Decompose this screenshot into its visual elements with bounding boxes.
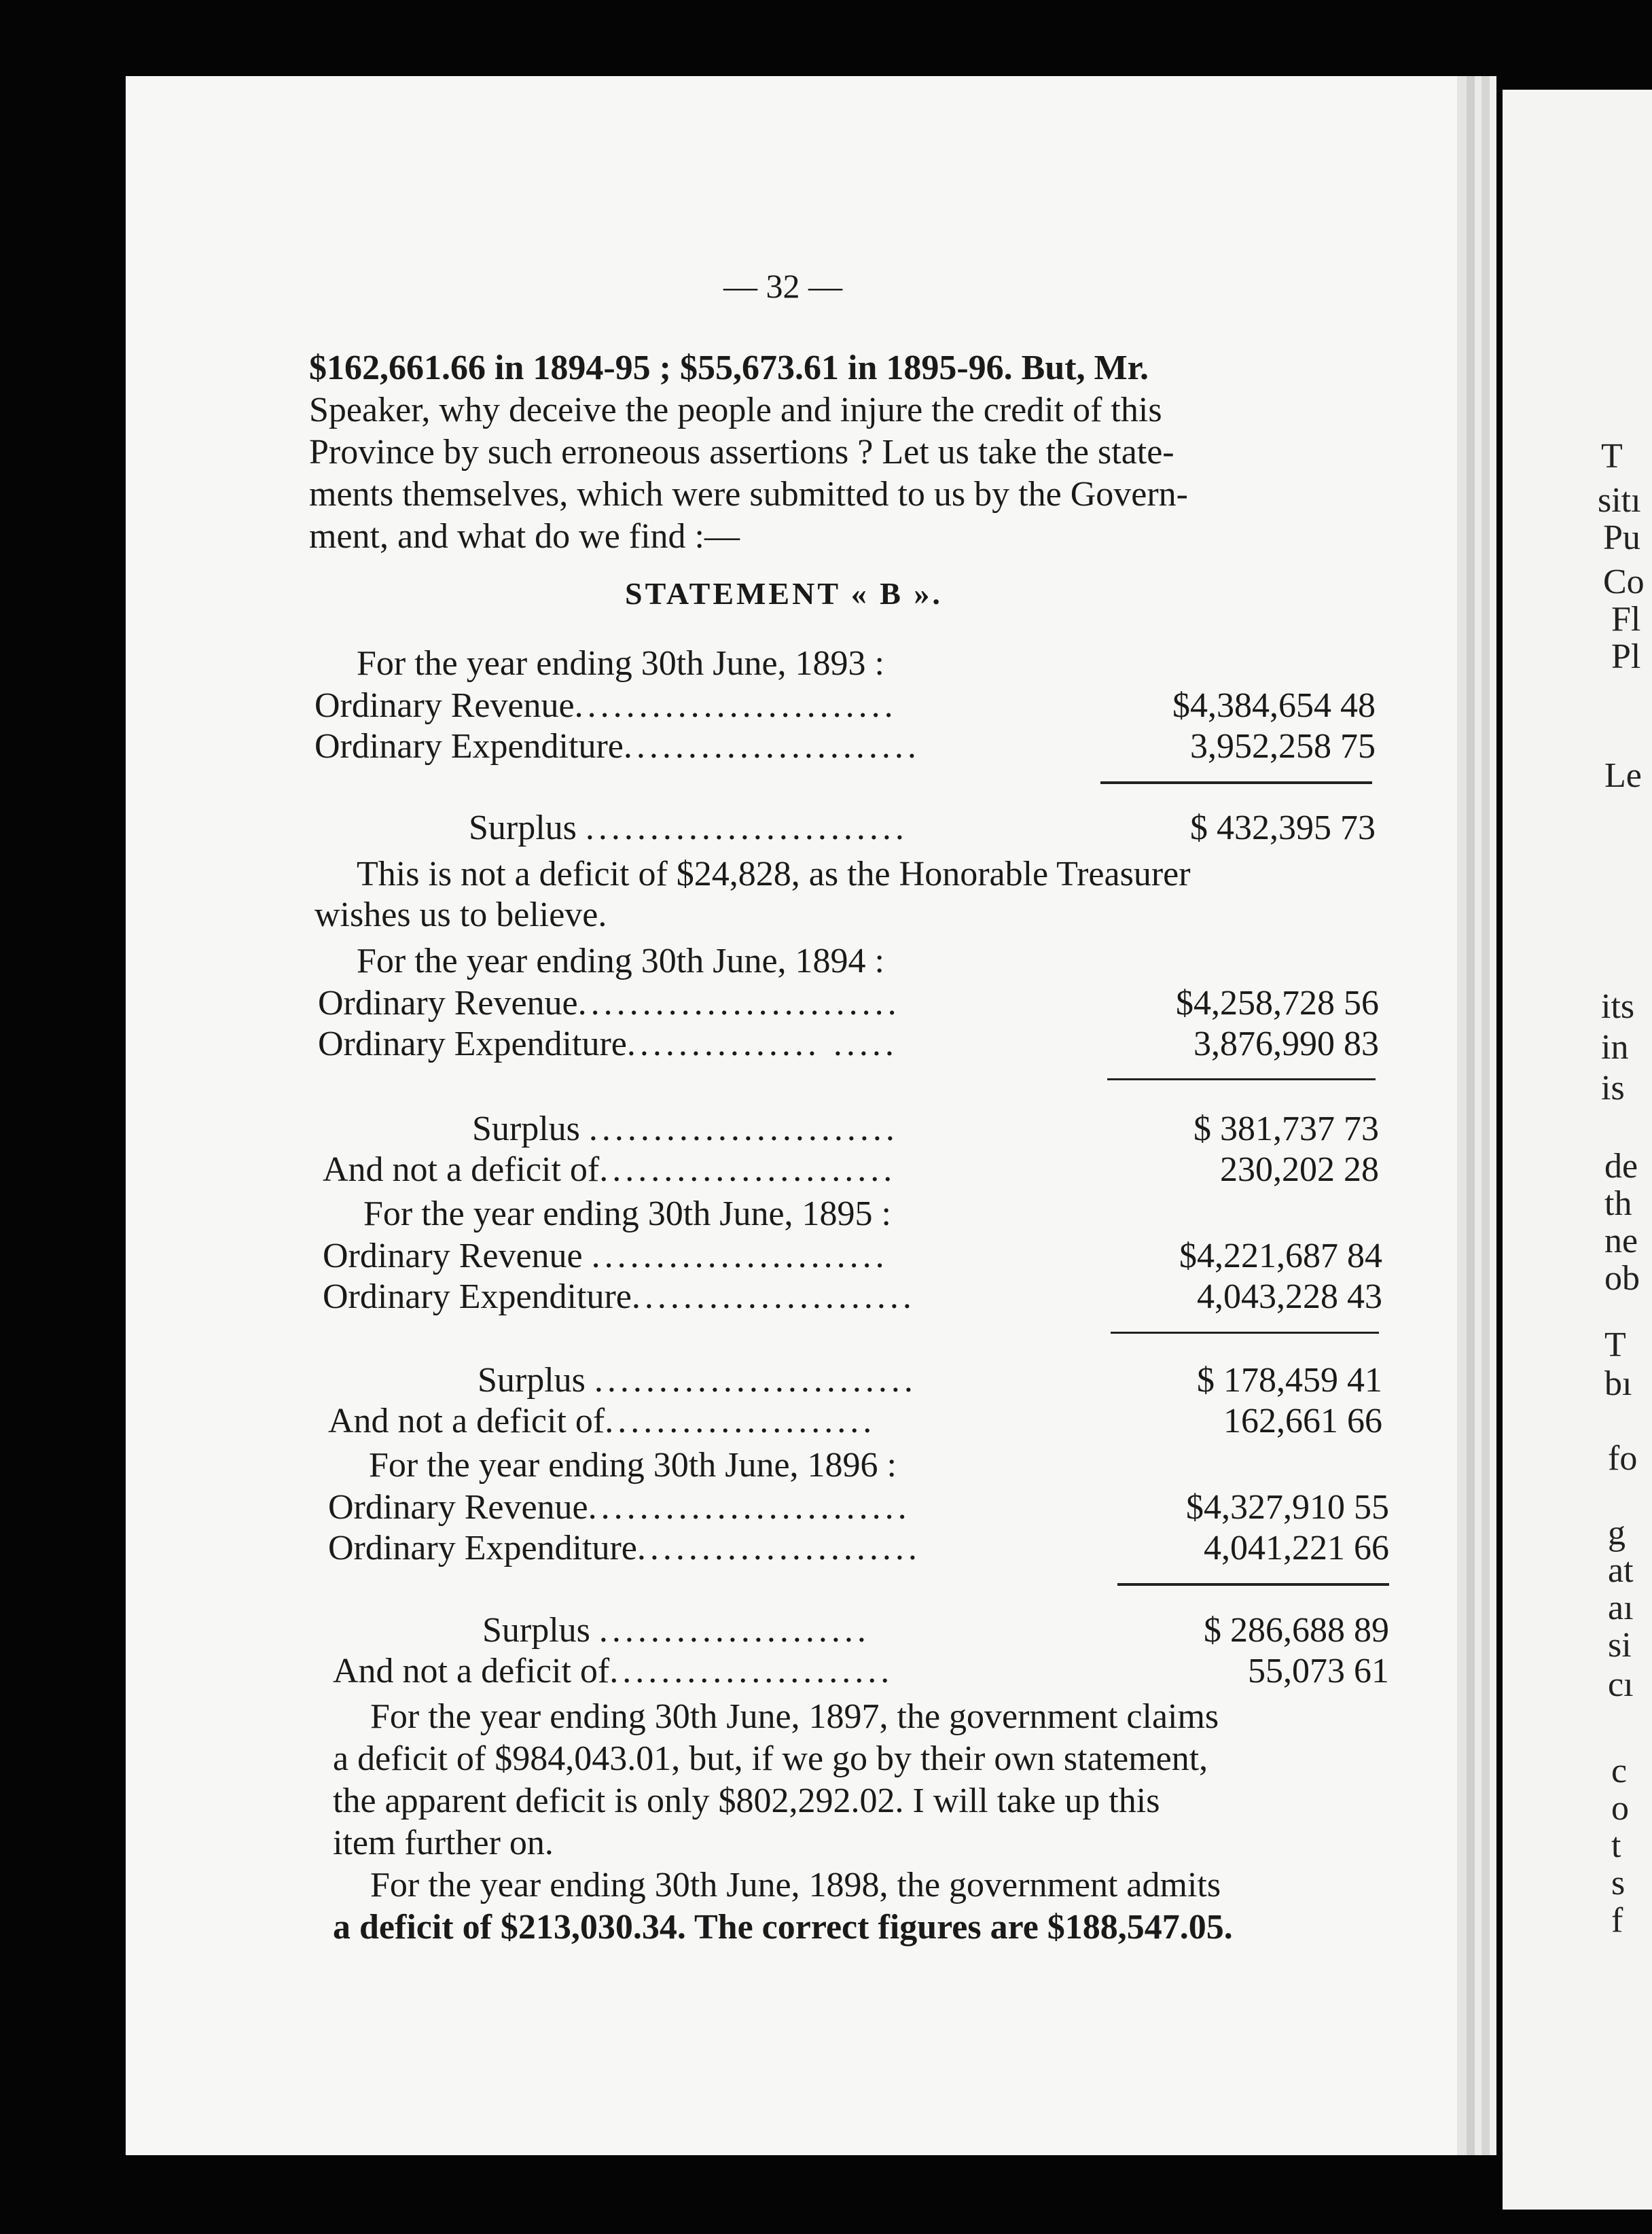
right-fragment: Fl xyxy=(1611,600,1641,639)
page-number: — 32 — xyxy=(723,267,842,305)
block-1893-revenue-label: Ordinary Revenue......................... xyxy=(315,686,897,725)
block-1896-revenue: $4,327,910 55 xyxy=(1186,1488,1389,1527)
block-1896-surplus: $ 286,688 89 xyxy=(1204,1611,1389,1650)
right-fragment: ob xyxy=(1604,1259,1640,1298)
right-fragment: cı xyxy=(1608,1665,1634,1704)
closing-line-5: For the year ending 30th June, 1898, the government admits xyxy=(370,1866,1221,1904)
right-fragment: its xyxy=(1601,987,1635,1026)
intro-line-2: Speaker, why deceive the people and injure the credit of this xyxy=(309,391,1162,429)
block-1896-expenditure: 4,041,221 66 xyxy=(1204,1529,1389,1567)
adjacent-page-edge xyxy=(1503,90,1652,2210)
right-fragment: f xyxy=(1611,1901,1623,1940)
block-1893-surplus: $ 432,395 73 xyxy=(1190,809,1376,847)
block-1896-sum-rule xyxy=(1117,1583,1389,1586)
right-fragment: t xyxy=(1611,1826,1621,1865)
statement-heading: STATEMENT « B ». xyxy=(625,576,943,611)
block-1894-sum-rule xyxy=(1107,1078,1376,1080)
block-1895-surplus: $ 178,459 41 xyxy=(1197,1361,1382,1400)
intro-line-5: ment, and what do we find :— xyxy=(309,517,740,556)
closing-line-6: a deficit of $213,030.34. The correct figures are $188,547.05. xyxy=(333,1908,1233,1947)
intro-line-1: $162,661.66 in 1894-95 ; $55,673.61 in 1895-96. But, Mr. xyxy=(309,349,1149,387)
right-fragment: ne xyxy=(1604,1222,1638,1260)
block-1895-sum-rule xyxy=(1111,1332,1379,1334)
block-1894-revenue-label: Ordinary Revenue......................... xyxy=(318,984,901,1023)
block-1896-expenditure-label: Ordinary Expenditure...................... xyxy=(328,1529,921,1567)
block-1893-revenue: $4,384,654 48 xyxy=(1172,686,1376,725)
right-fragment: s xyxy=(1611,1864,1626,1902)
block-1893-title: For the year ending 30th June, 1893 : xyxy=(357,644,884,683)
block-1896-deficit-label: And not a deficit of...................... xyxy=(333,1652,894,1690)
right-fragment: c xyxy=(1611,1752,1628,1790)
block-1894-expenditure: 3,876,990 83 xyxy=(1193,1025,1379,1063)
block-1895-revenue: $4,221,687 84 xyxy=(1179,1237,1382,1275)
block-1896-revenue-label: Ordinary Revenue......................... xyxy=(328,1488,911,1527)
intro-line-3: Province by such erroneous assertions ? Let us take the state- xyxy=(309,433,1174,472)
block-1894-surplus: $ 381,737 73 xyxy=(1193,1110,1379,1148)
block-1894-surplus-label: Surplus ........................ xyxy=(472,1110,899,1148)
right-fragment: bı xyxy=(1604,1364,1632,1403)
block-1893-surplus-label: Surplus ......................... xyxy=(469,809,908,847)
block-1896-deficit: 55,073 61 xyxy=(1248,1652,1389,1690)
right-fragment: T xyxy=(1604,1326,1626,1364)
block-1893-expenditure-label: Ordinary Expenditure....................... xyxy=(315,727,920,766)
block-1894-expenditure-label: Ordinary Expenditure............... ..... xyxy=(318,1025,898,1063)
block-1894-title: For the year ending 30th June, 1894 : xyxy=(357,942,884,980)
right-fragment: Co xyxy=(1603,563,1645,601)
right-fragment: sitı xyxy=(1598,481,1641,520)
intro-line-4: ments themselves, which were submitted to us by the Govern- xyxy=(309,475,1188,514)
closing-line-4: item further on. xyxy=(333,1824,554,1862)
block-1896-title: For the year ending 30th June, 1896 : xyxy=(369,1446,897,1485)
block-1893-note-1: This is not a deficit of $24,828, as the Honorable Treasurer xyxy=(357,855,1191,893)
right-fragment: fo xyxy=(1608,1439,1638,1478)
right-fragment: o xyxy=(1611,1789,1629,1828)
closing-line-2: a deficit of $984,043.01, but, if we go by their own statement, xyxy=(333,1739,1208,1778)
block-1894-deficit: 230,202 28 xyxy=(1220,1150,1379,1189)
block-1896-surplus-label: Surplus ..................... xyxy=(482,1611,870,1650)
block-1893-sum-rule xyxy=(1100,781,1372,784)
right-fragment: Pu xyxy=(1603,518,1640,557)
right-fragment: th xyxy=(1604,1184,1632,1223)
right-fragment: in xyxy=(1601,1028,1629,1067)
right-fragment: Le xyxy=(1604,756,1642,795)
right-fragment: si xyxy=(1608,1626,1632,1665)
right-fragment: is xyxy=(1601,1069,1625,1107)
right-fragment: at xyxy=(1608,1551,1634,1590)
block-1893-expenditure: 3,952,258 75 xyxy=(1190,727,1376,766)
block-1895-deficit-label: And not a deficit of..................... xyxy=(328,1402,876,1440)
block-1894-deficit-label: And not a deficit of....................... xyxy=(323,1150,897,1189)
right-fragment: aı xyxy=(1608,1589,1634,1627)
closing-line-3: the apparent deficit is only $802,292.02. I will take up this xyxy=(333,1781,1160,1820)
block-1895-title: For the year ending 30th June, 1895 : xyxy=(363,1194,891,1233)
closing-line-1: For the year ending 30th June, 1897, the government claims xyxy=(370,1697,1219,1736)
block-1895-revenue-label: Ordinary Revenue ....................... xyxy=(323,1237,888,1275)
block-1893-note-2: wishes us to believe. xyxy=(315,896,607,934)
block-1895-deficit: 162,661 66 xyxy=(1223,1402,1382,1440)
block-1895-expenditure-label: Ordinary Expenditure...................... xyxy=(323,1277,916,1316)
right-fragment: Pl xyxy=(1611,637,1641,676)
right-fragment: g xyxy=(1608,1514,1626,1553)
book-page xyxy=(126,76,1457,2155)
right-fragment: T xyxy=(1601,437,1623,476)
block-1894-revenue: $4,258,728 56 xyxy=(1176,984,1379,1023)
block-1895-surplus-label: Surplus ......................... xyxy=(478,1361,917,1400)
block-1895-expenditure: 4,043,228 43 xyxy=(1197,1277,1382,1316)
right-fragment: de xyxy=(1604,1147,1638,1186)
